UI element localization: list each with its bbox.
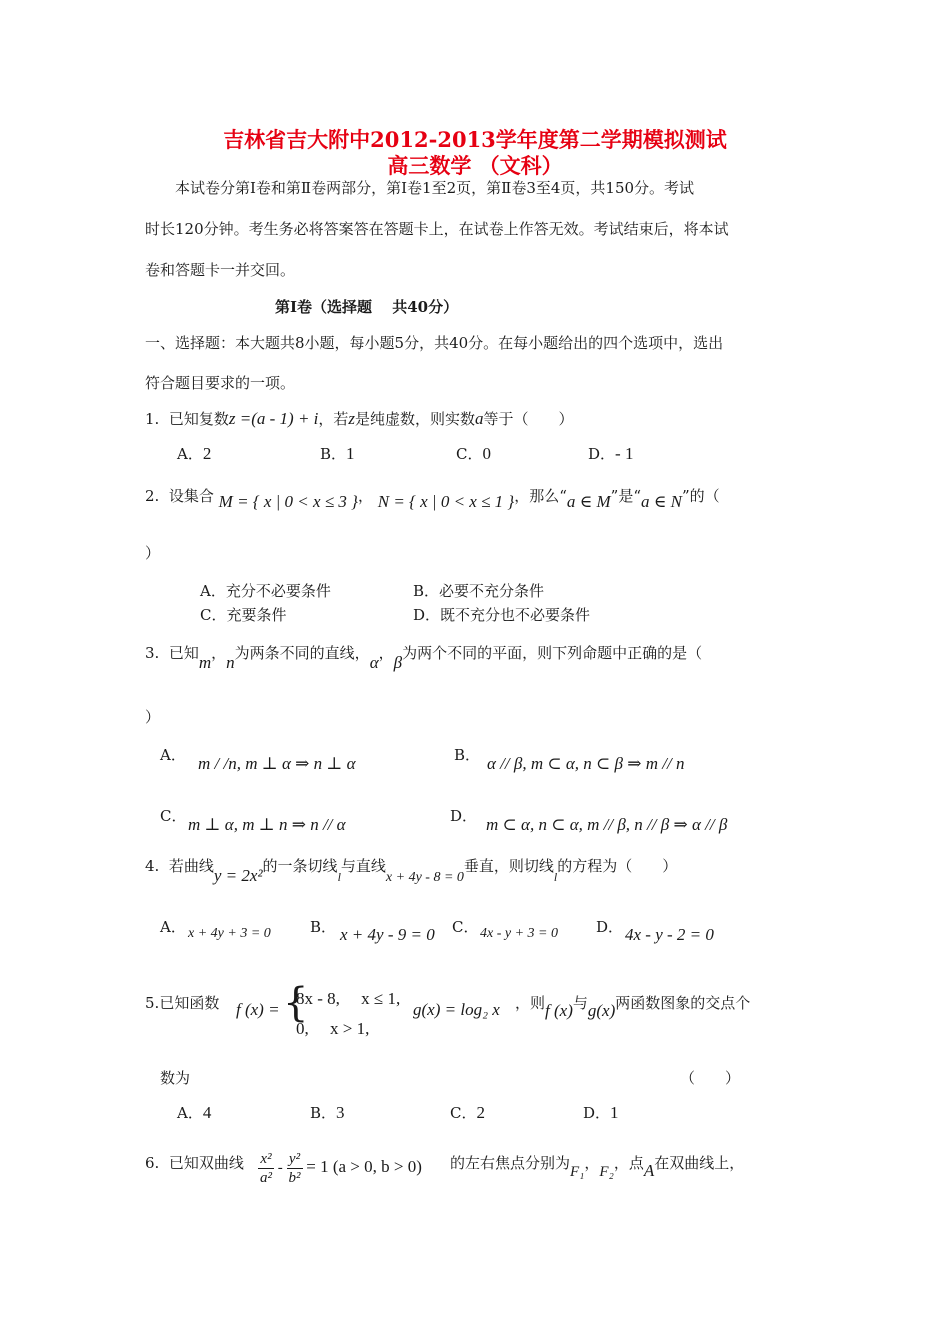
question-number: 6. — [145, 1154, 160, 1172]
question-number: 4. — [145, 857, 160, 875]
hyperbola-equation: $\frac{\text{x²}}{\text{a²}}$ - $\frac{\text{y²}}{\text{b²}}$ = 1 (a > 0, b > 0) — [260, 1151, 422, 1186]
q3-option-a: m / /n, m ⊥ α ⇒ n ⊥ α — [198, 754, 356, 773]
q4-option-c: 4x - y + 3 = 0 — [480, 926, 558, 941]
math-expression: x + 4y - 8 = 0 — [385, 870, 464, 885]
question-number: 3. — [145, 644, 160, 662]
math-expression: N = { x | 0 < x ≤ 1 } — [377, 492, 515, 511]
q4-option-a: x + 4y + 3 = 0 — [188, 926, 271, 941]
math-expression: z =(a - 1) + i — [228, 409, 319, 428]
section-heading: 第Ⅰ卷（选择题 共40分） — [275, 298, 459, 316]
q2-option-a: A．充分不必要条件 — [200, 582, 331, 600]
question-5-text: ，则f (x)与g(x)两函数图象的交点个 — [515, 994, 751, 1020]
math-expression: y = 2x² — [213, 866, 263, 885]
question-number: 5. — [145, 994, 160, 1012]
exam-subtitle: 高三数学 （文科） — [387, 153, 563, 178]
q3-option-c: m ⊥ α, m ⊥ n ⇒ n // α — [188, 815, 346, 834]
intro-line-3: 卷和答题卡一并交回。 — [145, 261, 296, 279]
q4-option-d: 4x - y - 2 = 0 — [625, 925, 714, 944]
q3-option-b-label: B． — [454, 746, 481, 764]
q3-option-d: m ⊂ α, n ⊂ α, m // β, n // β ⇒ α // β — [486, 815, 728, 834]
piecewise-case-1: 8x - 8, x ≤ 1, — [296, 989, 401, 1008]
q1-option-a: A．2 — [177, 444, 212, 463]
answer-paren: （ ） — [680, 1069, 741, 1087]
q2-option-b: B．必要不充分条件 — [413, 582, 545, 600]
q5-option-b: B．3 — [310, 1103, 345, 1122]
q3-close-paren: ） — [145, 708, 161, 726]
question-1: 1. 已知复数z =(a - 1) + i，若z是纯虚数，则实数a等于（ ） — [145, 409, 574, 428]
q4-option-d-label: D． — [596, 918, 624, 936]
f-definition-lhs: f (x) = — [236, 1000, 280, 1019]
left-brace: { — [283, 980, 309, 1026]
q3-option-c-label: C． — [160, 807, 187, 825]
q5-option-c: C．2 — [450, 1103, 485, 1122]
question-number: 1. — [145, 410, 160, 428]
question-2: 2. 设集合 M = { x | 0 < x ≤ 3 }， N = { x | 0 < x ≤ 1 }，那么“a ∈ M”是“a ∈ N”的（ — [145, 487, 720, 511]
q3-option-d-label: D． — [450, 807, 478, 825]
q1-option-b: B．1 — [320, 444, 355, 463]
q4-option-b: x + 4y - 9 = 0 — [340, 925, 435, 944]
q3-option-b: α // β, m ⊂ α, n ⊂ β ⇒ m // n — [487, 754, 685, 773]
fraction-x2-a2: $\frac{\text{x²}}{\text{a²}}$ — [260, 1151, 272, 1186]
q2-option-c: C．充要条件 — [200, 606, 287, 624]
question-number: 2. — [145, 487, 160, 505]
question-6-lead: 6. 已知双曲线 — [145, 1154, 244, 1172]
q5-option-a: A．4 — [177, 1103, 212, 1122]
question-5-tail: 数为 — [160, 1069, 191, 1087]
section-instructions-1: 一、选择题：本大题共8小题，每小题5分，共40分。在每小题给出的四个选项中，选出 — [145, 334, 724, 352]
math-expression: M = { x | 0 < x ≤ 3 } — [218, 492, 358, 511]
question-5-lead: 5.已知函数 — [145, 994, 220, 1012]
q4-option-a-label: A． — [160, 918, 186, 936]
q5-option-d: D．1 — [583, 1103, 619, 1122]
piecewise-case-2: 0, x > 1, — [296, 1019, 370, 1038]
q2-option-d: D．既不充分也不必要条件 — [413, 606, 591, 624]
question-3: 3. 已知m，n为两条不同的直线，α，β为两个不同的平面，则下列命题中正确的是（ — [145, 644, 703, 672]
q2-close-paren: ） — [145, 544, 161, 562]
question-4: 4. 若曲线y = 2x²的一条切线$_l$与直线x + 4y - 8 = 0垂直，则切线$_l$的方程为（ ） — [145, 857, 678, 885]
intro-line-2: 时长120分钟。考生务必将答案答在答题卡上，在试卷上作答无效。考试结束后，将本试 — [145, 220, 729, 238]
q3-option-a-label: A． — [160, 746, 186, 764]
g-definition: g(x) = log₂ x — [413, 1000, 500, 1019]
section-instructions-2: 符合题目要求的一项。 — [145, 374, 296, 392]
q1-option-c: C．0 — [456, 444, 491, 463]
q4-option-c-label: C． — [452, 918, 479, 936]
intro-line-1: 本试卷分第Ⅰ卷和第Ⅱ卷两部分，第Ⅰ卷1至2页，第Ⅱ卷3至4页，共150分。考试 — [175, 179, 695, 197]
question-6-text: 的左右焦点分别为F₁，F₂，点A在双曲线上， — [450, 1154, 745, 1180]
exam-title: 吉林省吉大附中2012-2013学年度第二学期模拟测试 — [223, 127, 727, 152]
q4-option-b-label: B． — [310, 918, 337, 936]
q1-option-d: D．- 1 — [588, 444, 634, 463]
fraction-y2-b2: $\frac{\text{y²}}{\text{b²}}$ — [288, 1151, 301, 1186]
